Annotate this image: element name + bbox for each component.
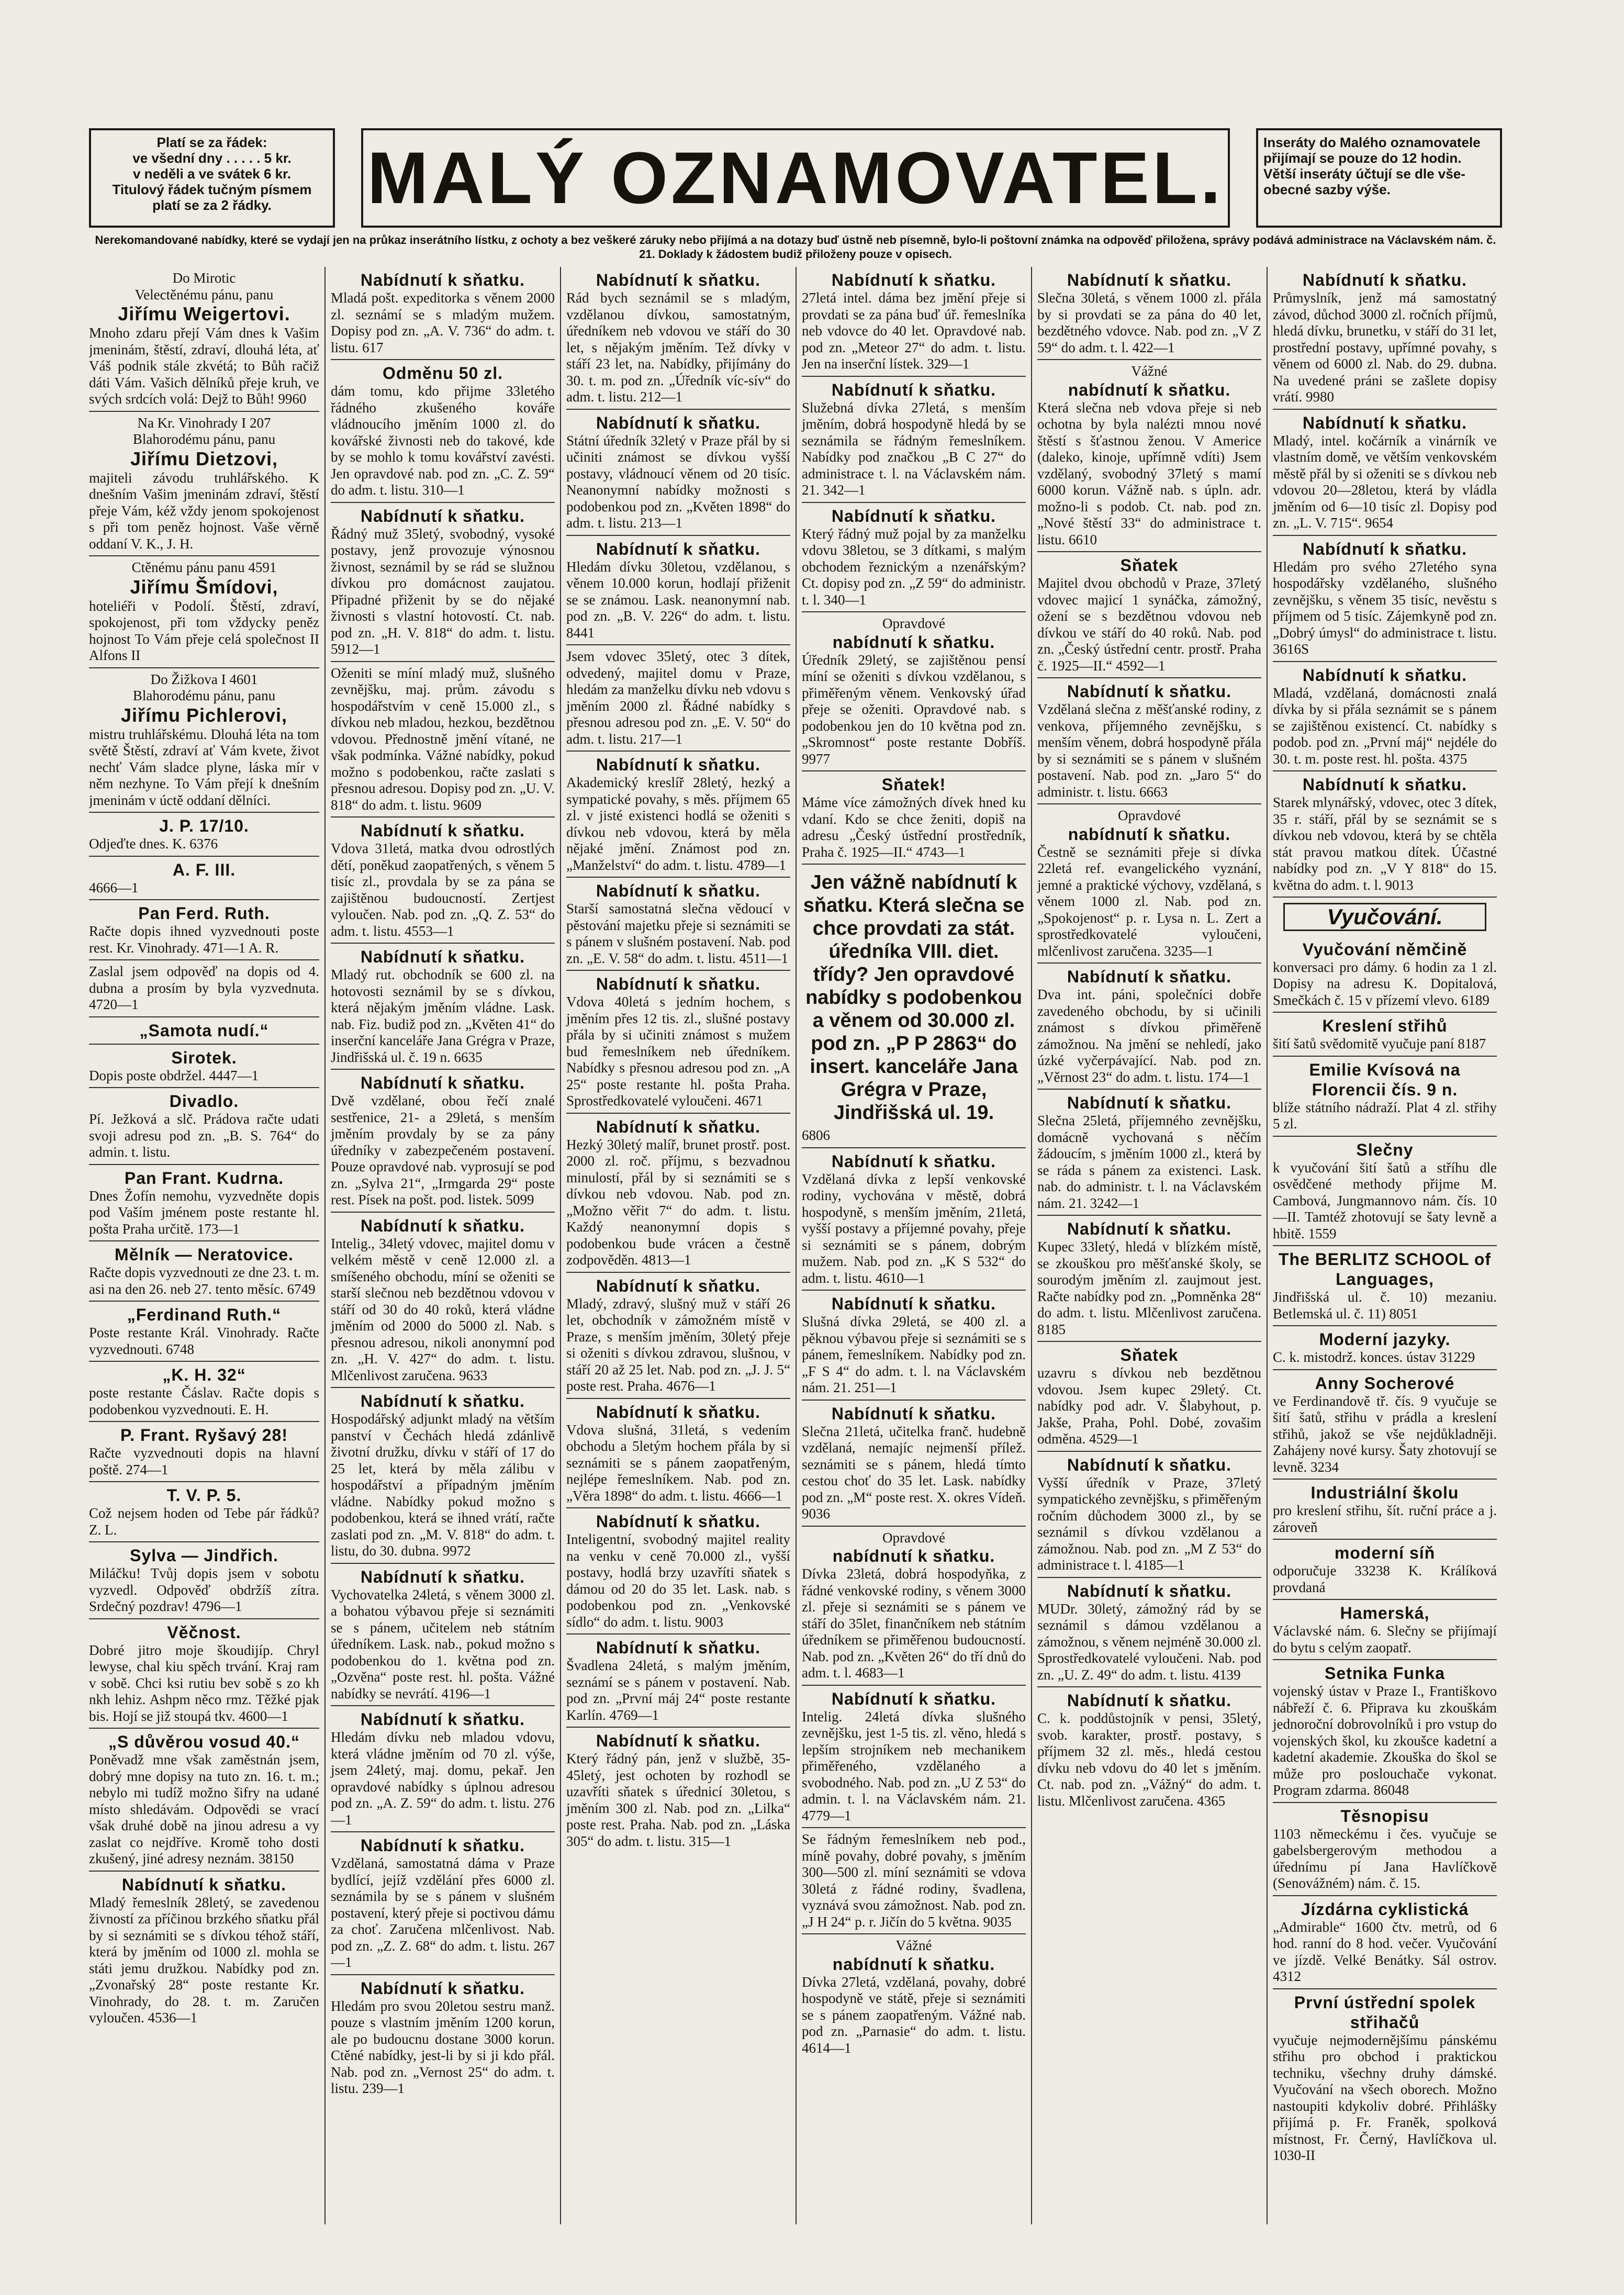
ad-body: Intelig., 34letý vdovec, majitel domu v velkém městě v ceně 12.000 zl. a smíšeného obchodu, míní se oženiti se starší slečnou neb bezdětnou vdovou v stáří od 30 do 40 roků, která vládne jměním od 2000 do 5000 zl. Nab. s přesnou adresou, nikoli anonymní pod zn. „H. V. 427“ do adm. t. listu. Mlčenlivost zaručena. 9633 — [331, 1235, 555, 1383]
column-4 — [796, 267, 1031, 2224]
classified-ad — [331, 1706, 555, 1832]
classified-ad — [802, 377, 1026, 503]
ad-body: Inteligentní, svobodný majitel reality na venku v ceně 70.000 zl., vyšší postavy, hodlá brzy uzavříti sňatek s dámou od 20 do 35 let. Lask. nab. s podobenkou pod zn. „Venkovské sídlo“ do adm. t. listu. 9003 — [566, 1531, 790, 1630]
ad-body: dám tomu, kdo přijme 33letého řádného zkušeného kováře vládnoucího jměním 1000 zl. do kovářské živnosti neb do takové, kde by se mohlo k tomu kovářství zavésti. Jen opravdové nab. pod zn. „C. Z. 59“ do adm. t. listu. 310—1 — [331, 383, 555, 498]
ad-heading: Nabídnutí k sňatku. — [1067, 967, 1232, 986]
classified-ad — [1273, 1057, 1497, 1137]
ad-body: Račte dopis vyzvednouti ze dne 23. t. m. asi na den 26. neb 27. tento měsíc. 6749 — [89, 1264, 319, 1297]
ad-heading: Nabídnutí k sňatku. — [831, 1151, 996, 1171]
ad-body: Starší samostatná slečna vědoucí v pěstování majetku přeje si seznámiti se s pánem v slušném postavení. Nab. pod zn. „E. V. 58“ do adm. t. listu. 4511—1 — [566, 901, 790, 966]
classified-ad — [1273, 1326, 1497, 1370]
column-1 — [89, 267, 324, 2224]
classified-ad — [802, 1828, 1026, 1934]
ad-heading: nabídnutí k sňatku. — [832, 1954, 995, 1974]
ad-heading: Kreslení střihů — [1322, 1016, 1448, 1035]
ad-heading: Nabídnutí k sňatku. — [596, 755, 761, 774]
ad-body: Račte dopis ihned vyzvednouti poste rest. Kr. Vinohrady. 471—1 A. R. — [89, 923, 319, 956]
classified-ad — [802, 612, 1026, 771]
ad-body: Poněvadž mne však zaměstnán jsem, dobrý mne dopisy na tuto zn. 16. t. m.; nebylo mi tudíž možno šifry na udané místo shledávám. Odpovědi se vrací však druhé době na jinou adresu a vy zaslat co nejdříve. Kromě toho dosti zkušený, jiné adresy neznám. 38150 — [89, 1752, 319, 1866]
classified-ad — [1273, 1803, 1497, 1896]
classified-ad — [566, 1273, 790, 1399]
ad-heading: Sňatek! — [881, 775, 946, 794]
ad-body: Se řádným řemeslníkem neb pod., míně povahy, dobré povahy, s jměním 300—500 zl. míní seznámiti se vdova 30letá z řádné rodiny, švadlena, vyznává svou zámožnost. Nab. pod zn. „J H 24“ p. r. Jičín do 5 května. 9035 — [802, 1831, 1026, 1930]
ad-heading: Nabídnutí k sňatku. — [1067, 1219, 1232, 1238]
ad-heading: Anny Socherové — [1315, 1373, 1455, 1393]
ad-body: 27letá intel. dáma bez jmění přeje si provdati se za pána buď úř. řemeslníka neb vdovce do 40 let. Opravdové nab. pod zn. „Meteor 27“ do adm. t. listu. Jen na inserční lístek. 329—1 — [802, 290, 1026, 372]
ad-heading: Nabídnutí k sňatku. — [1067, 1093, 1232, 1112]
ad-heading: Pan Frant. Kudrna. — [124, 1168, 284, 1188]
ad-body: Poste restante Král. Vinohrady. Račte vyzvednouti. 6748 — [89, 1325, 319, 1357]
classified-ad — [802, 1291, 1026, 1401]
ad-body: Úředník 29letý, se zajištěnou pensí míní se oženiti s dívkou vzdělanou, s přiměřeným věnem. Venkovský úřad přeje se oženiti. Opravdové nab. s podobenkou jen do 10 května pod zn. „Skromnost“ poste restante Dobříš. 9977 — [802, 652, 1026, 767]
ad-body: Švadlena 24letá, s malým jměním, seznámí se s pánem v postavení. Nab. pod zn. „První máj 24“ poste restante Karlín. 4769—1 — [566, 1658, 790, 1723]
ad-feature-text: Jen vážně nabídnutí k sňatku. Která slečna se chce provdati za stát. úředníka VIII. diet. třídy? Jen opravdové nabídky s podobenkou a věnem od 30.000 zl. pod zn. „P P 2863“ do insert. kanceláře Jana Grégra v Praze, Jindřišská ul. 19. — [803, 871, 1025, 1124]
classified-ad — [1273, 1013, 1497, 1057]
ad-body: Mladý řemeslník 28letý, se zavedenou živností za příčinou brzkého sňatku přál by si seznámiti se s dívkou téhož stáří, která by jměním od 1000 zl. mohla se státi jemu družkou. Nabídky pod zn. „Zvonařský 28“ poste restante Kr. Vinohrady, do 28. t. m. Zaručen vyloučen. 4536—1 — [89, 1894, 319, 2025]
classified-ad — [566, 1728, 790, 1853]
ad-heading: Nabídnutí k sňatku. — [596, 1117, 761, 1136]
ad-heading: Nabídnutí k sňatku. — [831, 1404, 996, 1423]
classified-ad — [89, 857, 319, 901]
ad-heading: Těsnopisu — [1340, 1806, 1429, 1826]
ad-body: Který řádný muž pojal by za manželku vdovu 38letou, se 3 dítkami, s malým obchodem řeznickým a nzenářským? Ct. dopisy pod zn. „Z 59“ do administr. t. l. 340—1 — [802, 525, 1026, 608]
ad-heading: „S důvěrou vosud 40.“ — [108, 1732, 300, 1751]
ad-heading: Nabídnutí k sňatku. — [360, 1073, 525, 1092]
ad-body: Vdova 40letá s jedním hochem, s jměním přes 12 tis. zl., slušné postavy přála by si učiniti známost s mužem bud řemeslníkem neb úředníkem. Nabídky s přesnou adresou pod zn. „A 25“ poste restante hl. pošta Praha. Sprostředkovatelé vyloučeni. 4671 — [566, 994, 790, 1109]
ad-body: „Admirable“ 1600 čtv. metrů, od 6 hod. ranní do 8 hod. večer. Vyučování ve jízdě. Velké Benátky. Sál ostrov. 4312 — [1273, 1919, 1497, 1984]
ad-body: 6806 — [802, 1127, 830, 1143]
ad-body: Což nejsem hoden od Tebe pár řádků? Z. L. — [89, 1505, 319, 1538]
ad-body: Máme více zámožných dívek hned ku vdaní. Kdo se chce ženiti, dopiš na adresu „Český ústřední prostředník, Praha č. 1925—II.“ 4743—1 — [802, 794, 1026, 860]
ad-body: Vyšší úředník v Praze, 37letý sympatického zevnějšku, s přiměřeným ročním důchodem 3000 zl., by se seznámil s dívkou vzdělanou a zámožnou. Nab. pod zn. „M Z 53“ do administrace t. l. 4185—1 — [1037, 1474, 1261, 1573]
ad-heading: Nabídnutí k sňatku. — [1302, 775, 1468, 794]
ad-body: Čestně se seznámiti přeje si dívka 22letá ref. evangelického vyznání, jemné a praktické výchovy, vzdělaná, s věnem 1000 zl. Nab. pod zn. „Spokojenost“ p. r. Lysa n. L. Zert a sprostředkovatelé vyloučeni, mlčenlivost zaručena. 3235—1 — [1037, 844, 1261, 959]
ad-body: Dívka 23letá, dobrá hospodyňka, z řádné venkovské rodiny, s věnem 3000 zl. přeje si seznámiti se s pánem ve stáří do 35let, finančníkem neb státním úředníkem se přiměřenou budoucností. Nab. pod zn. „Květen 26“ do tří dnů do adm. t. l. 4683—1 — [802, 1566, 1026, 1681]
classified-ad — [89, 1729, 319, 1872]
ad-body: Václavské nám. 6. Slečny se přijímají do bytu s celým zaopatř. — [1273, 1623, 1497, 1655]
classified-ad — [1273, 1540, 1497, 1600]
ad-heading: Nabídnutí k sňatku. — [1302, 539, 1468, 558]
ad-body: 1103 německému i čes. vyučuje se gabelsbergerovým methodou a úřednímu pí Jana Havlíčkově (Senovážném) nám. č. 15. — [1273, 1826, 1497, 1891]
ad-heading: Nabídnutí k sňatku. — [831, 380, 996, 399]
ad-body: Vdova 31letá, matka dvou odrostlých dětí, poněkud zaopatřených, s věnem 5 tisíc zl., provdala by se za pána se zajištěnou budoucností. Zertjest vyloučen. Nab. pod zn. „Q. Z. 53“ do adm. t. listu. 4553—1 — [331, 841, 555, 939]
classified-ad — [1273, 662, 1497, 772]
ad-body: Oženiti se míní mladý muž, slušného zevnějšku, maj. prům. závodu s hospodářstvím v ceně 15.000 zl., s dívkou neb mladou, hezkou, bezdětnou vdovou. Přednostně jmění vítané, ne však podmínka. Vážné nabídky, pokud možno s podobenkou, račte zaslati s přesnou adresou. Dopisy pod zn. „U. V. 818“ do adm. t. listu. 9609 — [331, 665, 555, 813]
ad-preface: Do Mirotic Velectěnému pánu, panu — [135, 270, 274, 303]
classified-ad — [1037, 1342, 1261, 1452]
classified-ad — [89, 1088, 319, 1165]
classified-ad — [331, 818, 555, 944]
ad-heading: Sylva — Jindřich. — [130, 1546, 278, 1565]
classified-ad — [802, 865, 1026, 1148]
ad-heading: Nabídnutí k sňatku. — [596, 1731, 761, 1750]
classified-ad — [89, 556, 319, 668]
ad-preface: Vážné — [1131, 363, 1168, 379]
ad-body: Odjeďte dnes. K. 6376 — [89, 836, 218, 852]
ad-body: Vychovatelka 24letá, s věnem 3000 zl. a bohatou výbavou přeje si seznámiti se s pánem, učitelem neb státním úředníkem. Lask. nab., pokud možno s podobenkou do 1. května pod zn. „Ozvěna“ poste rest. hl. pošta. Vážné nabídky se nevrátí. 4196—1 — [331, 1586, 555, 1701]
column-3 — [560, 267, 796, 2224]
ad-heading: Nabídnutí k sňatku. — [1067, 682, 1232, 701]
ad-heading: Nabídnutí k sňatku. — [596, 1638, 761, 1657]
classified-ad — [802, 771, 1026, 865]
ad-name-heading: Jiřímu Weigertovi. — [118, 303, 290, 324]
ad-name-heading: Jiřímu Pichlerovi, — [120, 704, 288, 726]
ad-heading: Nabídnutí k sňatku. — [360, 1392, 525, 1410]
ad-heading: Hamerská, — [1340, 1604, 1430, 1622]
column-6 — [1267, 267, 1502, 2224]
ad-heading: moderní síň — [1334, 1543, 1436, 1562]
ad-body: Rád bych seznámil se s mladým, vzdělanou dívkou, samostatným, úředníkem neb vdovou ve stáří do 30 let, s nějakým jměním. Tež dívky v stáří 23 let, na. Nabídky, přijímány do 30. t. m. pod zn. „Úředník víc-sív“ do adm. t. listu. 212—1 — [566, 290, 790, 405]
ad-body: Řádný muž 35letý, svobodný, vysoké postavy, jenž provozuje výnosnou živnost, seznámil by se rád se služnou dívkou pro domácnost zaujatou. Připadné přiženit by se do nějaké živnosti s vlastní hotovostí. Ct. nab. pod zn. „H. V. 818“ do adm. t. listu. 5912—1 — [331, 525, 555, 657]
ad-body: Slečna 30letá, s věnem 1000 zl. přála by si provdati se za pána do 40 let, bezdětného vdovce. Nab. pod zn. „V Z 59“ do adm. t. l. 422—1 — [1037, 290, 1261, 355]
classified-ad — [89, 1542, 319, 1619]
ad-heading: Nabídnutí k sňatku. — [1302, 665, 1468, 685]
classified-ad — [89, 1165, 319, 1242]
ad-body: poste restante Čáslav. Račte dopis s podobenkou vyzvednouti. E. H. — [89, 1385, 319, 1417]
classified-ad — [1037, 552, 1261, 678]
ad-body: Mladý, zdravý, slušný muž v stáří 26 let, obchodník v zámožném místě v Praze, s menším jměním, 30letý přeje si oženiti s dívkou zdravou, slušnou, v stáří 20 až 25 let. Nab. pod zn. „J. J. 5“ poste rest. Praha. 4676—1 — [566, 1295, 790, 1394]
classified-ad — [566, 878, 790, 971]
ad-heading: Sňatek — [1120, 1346, 1179, 1364]
classified-ad — [1037, 1578, 1261, 1688]
ad-body: uzavru s dívkou neb bezdětnou vdovou. Jsem kupec 29letý. Ct. nabídky pod adr. V. Šlabyhout, p. Jakše, Praha, Pohl. Dobé, zovašim odměna. 4529—1 — [1037, 1365, 1261, 1447]
ad-heading: Mělník — Neratovice. — [115, 1245, 294, 1264]
ad-body: mistru truhlářskému. Dlouhá léta na tom světě Štěstí, zdraví ať Vám kvete, život nechť Vám sladce plyne, láska mír v něm nezhyne. To Vám přejí k dnešním jmeninám v úctě oddaní dělníci. — [89, 726, 319, 808]
classified-ad — [1273, 1137, 1497, 1247]
ad-heading: Nabídnutí k sňatku. — [596, 539, 761, 558]
ad-heading: Odměnu 50 zl. — [383, 364, 503, 383]
ad-body: ve Ferdinandově tř. čís. 9 vyučuje se šití šatů, střihu v prádla a kreslení střihů, jakož se vše nejdůkladněji. Zahájeny nové kursy. Šaty zhotovují se levně. 3234 — [1273, 1393, 1497, 1475]
ad-body: C. k. mistodrž. konces. ústav 31229 — [1273, 1349, 1475, 1365]
ad-heading: Emilie Kvísová na Florencii čís. 9 n. — [1309, 1060, 1461, 1099]
ad-body: Vdova slušná, 31letá, s vedením obchodu a 5letým hochem přála by si seznámiti se s pánem zaopatřeným, nejlépe řemeslníkem. Nab. pod zn. „Věra 1898“ do adm. t. listu. 4666—1 — [566, 1421, 790, 1504]
classified-ad — [1273, 936, 1497, 1013]
classified-ad — [89, 813, 319, 857]
ad-body: Mladá, vzdělaná, domácnosti znalá dívka by si přála seznámit se s pánem se zajištěnou existencí. Ct. nabídky s podob. pod zn. „První máj“ nejdéle do 30. t. m. poste rest. hl. pošta. 4375 — [1273, 685, 1497, 767]
ad-body: Hledám pro svého 27letého syna hospodářsky vzdělaného, slušného zevnějšku, s věnem 35 tisíc, nevěstu s příjmem od 5 tisíc. Zájemkyně pod zn. „Dobrý úmysl“ do administrace t. listu. 3616S — [1273, 558, 1497, 657]
ad-body: hoteliéři v Podolí. Štěstí, zdraví, spokojenost, při tom vždycky peněz hojnost To Vám přeje celá společnost II Alfons II — [89, 598, 319, 663]
ad-heading: Nabídnutí k sňatku. — [360, 271, 525, 289]
ad-heading: Nabídnutí k sňatku. — [831, 1689, 996, 1708]
ad-body: Dobré jitro moje škoudijíp. Chryl lewyse, chal kiu spěch trvání. Kraj ram v sobě. Chci ksi rutiu bev sobě s zo kh nkh lehiz. Ashpm něco rmz. Těžké pjak bis. Hojí se již stoupá tkv. 4600—1 — [89, 1642, 319, 1724]
classified-ad — [1037, 678, 1261, 804]
ad-body: majiteli závodu truhlářského. K dnešním Vašim jmeninám zdraví, štěstí přeje Vám, kéž vždy jenom spokojenost s při tom peněz hojnost. Vaše věrně oddaní V. K., J. H. — [89, 469, 319, 552]
ad-body: konversaci pro dámy. 6 hodin za 1 zl. Dopisy na adresu K. Dopitalová, Smečkách č. 15 v přízemí vlevo. 6189 — [1273, 959, 1497, 1008]
ad-body: Hledám dívku 30letou, vzdělanou, s věnem 10.000 korun, hodlají přiženit se se známou. Lask. neanonymní nab. pod zn. „B. V. 226“ do adm. t. listu. 8441 — [566, 558, 790, 641]
ad-body: C. k. poddůstojník v pensi, 35letý, svob. karakter, prostř. postavy, s příjmem 32 zl. měs., hledá cestou dívku neb vdovu do 40 let s jměním. Ct. nab. pod zn. „Vážný“ do adm. t. listu. Mlčenlivost zaručena. 4365 — [1037, 1710, 1261, 1809]
ad-heading: Vyučování němčině — [1302, 939, 1468, 959]
ad-name-heading: Jiřímu Dietzovi, — [130, 447, 278, 469]
ad-body: Starek mlynářský, vdovec, otec 3 dítek, 35 r. stáří, přál by se seznámit se s dívkou neb vdovou, která by se chtěla stát pravou matkou dítek. Účastné nabídky pod zn. „V Y 818“ do 15. května do adm. t. l. 9013 — [1273, 794, 1497, 893]
ad-heading: „Ferdinand Ruth.“ — [127, 1305, 282, 1324]
ad-body: Jsem vdovec 35letý, otec 3 dítek, odvedený, majitel domu v Praze, hledám za manželku dívku neb vdovu s jměním 2000 zl. Řádné nabídky s přesnou adresou pod zn. „E. V. 50“ do adm. t. listu. 217—1 — [566, 648, 790, 747]
ad-body: Dívka 27letá, vzdělaná, povahy, dobré hospodyně ve státě, přeje si seznámiti se s pánem zaopatřeným. Vážné nab. pod zn. „Parnasie“ do adm. t. listu. 4614—1 — [802, 1974, 1026, 2056]
section-heading: Vyučování. — [1283, 903, 1486, 931]
classified-ad — [566, 1399, 790, 1509]
classified-ad — [89, 1619, 319, 1729]
columns — [89, 267, 1502, 2224]
classified-ad — [331, 360, 555, 503]
ad-heading: Moderní jazyky. — [1319, 1330, 1451, 1349]
ad-body: Intelig. 24letá dívka slušného zevnějšku, jest 1-5 tis. zl. věno, hledá s lepším strojníkem neb mechanikem přiměřeného, vzdělaného a svobodného. Nab. pod zn. „U Z 53“ do admin. t. l. na Václavském nám. 21. 4779—1 — [802, 1708, 1026, 1823]
ad-body: Mladý, intel. kočárník a vinárník ve vlastním domě, ve větším venkovském městě přál by si oženiti se s dívkou neb vdovou 20—28letou, která by vládla jměním od 6—10 tisíc zl. Dopisy pod zn. „L. V. 715“. 9654 — [1273, 432, 1497, 531]
classified-ad — [89, 1872, 319, 2030]
classified-ad — [1273, 1600, 1497, 1660]
classified-ad — [1273, 410, 1497, 536]
ad-body: Hezký 30letý malíř, brunet prostř. post. 2000 zl. roč. příjmu, s bezvadnou minulostí, přál by si seznámiti se s dívkou neb vdovou. Nab. pod zn. „Možno věřit 7“ do adm. t. listu. Každý neanonymní dopis s podobenkou bude vrácen a čestně zodpověděn. 4813—1 — [566, 1136, 790, 1268]
classified-ad — [566, 536, 790, 646]
ad-heading: Nabídnutí k sňatku. — [360, 1978, 525, 1998]
classified-ad — [331, 267, 555, 360]
classified-ad — [1273, 1246, 1497, 1326]
ad-body: vyučuje nejmodernějšímu pánskému střihu pro obchod i praktickou techniku, všechny druhy dámské. Vyučování na všech oborech. Možno nastoupiti kdykoliv dobré. Přihlášky přijímá p. Fr. Franěk, spolková místnost, Fr. Černý, Havlíčkova ul. 1030-II — [1273, 2032, 1497, 2163]
classified-ad — [1273, 1660, 1497, 1803]
classified-ad — [566, 1114, 790, 1273]
ad-heading: Nabídnutí k sňatku. — [596, 413, 761, 432]
classified-ad — [802, 1401, 1026, 1527]
ad-heading: Nabídnutí k sňatku. — [831, 271, 996, 289]
classified-ad — [1037, 267, 1261, 360]
ad-preface: Vážné — [895, 1938, 932, 1953]
ad-heading: Jízdárna cyklistická — [1301, 1899, 1469, 1919]
ad-heading: Sirotek. — [171, 1048, 237, 1067]
ad-heading: První ústřední spolek střihačů — [1294, 1992, 1476, 2032]
ad-name-heading: Jiřímu Šmídovi, — [130, 576, 278, 598]
ad-heading: The BERLITZ SCHOOL of Languages, — [1278, 1250, 1492, 1289]
classified-ad — [331, 1388, 555, 1564]
classified-ad — [1037, 804, 1261, 964]
ad-body: Dnes Žofín nemohu, vyzvedněte dopis pod Vaším jménem poste restante hl. pošta Praha určitě. 173—1 — [89, 1188, 319, 1237]
classified-ad — [331, 1832, 555, 1975]
ad-heading: Nabídnutí k sňatku. — [1067, 1455, 1232, 1474]
classified-ad — [89, 900, 319, 960]
classified-ad — [1037, 1216, 1261, 1342]
ad-body: Hledám dívku neb mladou vdovu, která vládne jměním od 70 zl. výše, jsem 24letý, maj. domu, pekař. Jen opravdové nabídky s úplnou adresou pod zn. „A. Z. 59“ do adm. t. listu. 276—1 — [331, 1729, 555, 1828]
classified-ad — [89, 1302, 319, 1362]
ad-heading: Nabídnutí k sňatku. — [360, 1710, 525, 1729]
classified-ad — [1273, 1370, 1497, 1480]
ad-preface: Opravdové — [882, 1529, 945, 1546]
classified-ad — [802, 1934, 1026, 2059]
ad-body: MUDr. 30letý, zámožný rád by se seznámil s dámou vzdělanou a zámožnou, s věnem nejméně 30.000 zl. Sprostředkovatelé vyloučeni. Nab. pod zn. „U. Z. 49“ do adm. t. listu. 4139 — [1037, 1600, 1261, 1683]
ad-heading: Industriální školu — [1311, 1483, 1459, 1502]
classified-ad — [566, 410, 790, 536]
page-title: MALÝ OZNAMOVATEL. — [361, 128, 1230, 228]
ad-body: Vzdělaná slečna z měšťanské rodiny, z venkova, příjemného zevnějšku, s menším věnem, dobrá hospodyně přála by si seznámiti se s pánem v slušném postavení. Nab. pod zn. „Jaro 5“ do administr. t. listu. 6663 — [1037, 701, 1261, 800]
ad-heading: nabídnutí k sňatku. — [1068, 380, 1231, 399]
ad-body: Mladá pošt. expeditorka s věnem 2000 zl. seznámí se s mladým mužem. Dopisy pod zn. „A. V. 736“ do adm. t. listu. 617 — [331, 290, 555, 355]
ad-heading: Nabídnutí k sňatku. — [831, 506, 996, 525]
ad-heading: Nabídnutí k sňatku. — [1067, 1581, 1232, 1600]
classified-ad — [802, 1527, 1026, 1686]
ad-heading: J. P. 17/10. — [159, 816, 249, 835]
ad-heading: Nabídnutí k sňatku. — [1302, 271, 1468, 289]
ad-heading: Nabídnutí k sňatku. — [360, 506, 525, 525]
classified-ad — [566, 1508, 790, 1635]
ad-heading: Setnika Funka — [1325, 1664, 1445, 1683]
ad-body: blíže státního nádraží. Plat 4 zl. střihy 5 zl. — [1273, 1099, 1497, 1132]
ad-body: Dvě vzdělané, obou řečí znalé sestřenice, 21- a 29letá, s menším jměním provdaly by se za pány úředníky v zabezpečeném postavení. Pouze opravdové nab. vyprosují se pod zn. „Sylva 21“, „Irmgarda 29“ poste rest. Písek na pošt. pod. listek. 5099 — [331, 1093, 555, 1207]
ad-body: Zaslal jsem odpověď na dopis od 4. dubna a prosím by byla vyzvednuta. 4720—1 — [89, 964, 319, 1012]
ad-body: Hledám pro svou 20letou sestru manž. pouze s vlastním jměním 1200 korun, ale po budoucnu dostane 3000 korun. Ctěné nabídky, jest-li by si ji kdo přál. Nab. pod zn. „Vernost 25“ do adm. t. listu. 239—1 — [331, 1998, 555, 2096]
classified-ad — [89, 267, 319, 412]
ad-heading: nabídnutí k sňatku. — [1068, 824, 1231, 844]
masthead — [89, 128, 1502, 261]
ad-heading: Nabídnutí k sňatku. — [1067, 271, 1232, 289]
classified-ad — [89, 1045, 319, 1089]
classified-ad — [566, 267, 790, 410]
ad-heading: T. V. P. 5. — [166, 1486, 242, 1505]
ad-preface: Opravdové — [882, 615, 945, 631]
newspaper-page — [89, 120, 1502, 2230]
ad-body: Slušná dívka 29letá, se 400 zl. a pěknou výbavou přeje si seznámiti se s pánem, řemeslníkem. Nabídky pod zn. „F S 4“ do adm. t. l. na Václavském nám. 21. 251—1 — [802, 1314, 1026, 1395]
classified-ad — [1273, 267, 1497, 410]
classified-ad — [331, 1564, 555, 1707]
ad-body: Slečna 21letá, učitelka franč. hudebně vzdělaná, nemajíc nejmenší přílež. seznámiti se s pánem, hledá tímto cestou choť do 35 let. Lask. nabídky pod zn. „M“ poste rest. X. okres Vídeň. 9036 — [802, 1423, 1026, 1521]
ad-preface: Do Žižkova I 4601 Blahorodému pánu, panu — [132, 671, 276, 703]
classified-ad — [331, 1975, 555, 2100]
classified-ad — [1037, 1090, 1261, 1216]
ad-heading: Nabídnutí k sňatku. — [596, 1276, 761, 1295]
ad-body: Račte vyzvednouti dopis na hlavní poště. 274—1 — [89, 1445, 319, 1477]
ad-body: Vzdělaná dívka z lepší venkovské rodiny, vychována v městě, dobrá hospodyně, s menším jměním, 21letá, vyšší postavy a příjemné povahy, přeje si seznámiti se s pánem, dobrým mužem. Nab. pod zn. „K S 532“ do adm. t. listu. 4610—1 — [802, 1171, 1026, 1286]
classified-ad — [1037, 964, 1261, 1090]
ad-heading: A. F. III. — [172, 860, 236, 879]
ad-heading: P. Frant. Ryšavý 28! — [120, 1426, 288, 1445]
ad-preface: Na Kr. Vinohrady I 207 Blahorodému pánu, panu — [132, 415, 276, 447]
ad-heading: Nabídnutí k sňatku. — [596, 1402, 761, 1421]
ad-heading: Nabídnutí k sňatku. — [121, 1875, 287, 1894]
ad-body: Státní úředník 32letý v Praze přál by si učiniti známost se dívkou vyšší postavy, vládnoucí věnem od 20 tisíc. Neanonymní nabídky možnosti s podobenkou pod zn. „Květen 1898“ do adm. t. listu. 213—1 — [566, 432, 790, 531]
classified-ad — [566, 971, 790, 1114]
classified-ad — [89, 412, 319, 557]
ad-heading: Nabídnutí k sňatku. — [831, 1294, 996, 1313]
ad-body: Která slečna neb vdova přeje si neb ochotna by byla nalézti mnou nové štěstí s šťastnou ženou. V Americe (daleko, kinoje, upřímně vdíti) Jsem vzdělaný, svobodný 37letý s mamí 6000 korun. Vážně nab. s úpln. adr. možno-li s podob. Ct. nab. pod zn. „Nové štěstí 33“ do administrace t. listu. 6610 — [1037, 399, 1261, 547]
ad-heading: Nabídnutí k sňatku. — [360, 1836, 525, 1855]
classified-ad — [89, 668, 319, 813]
ad-preface: Ctěnému pánu panu 4591 — [131, 559, 277, 575]
ad-body: Dva int. páni, společníci dobře zavedeného obchodu, by si učinili známost s dívkou přiměřeně zámožnou. Na jmění se nehledí, jako úzké vyčerpávající. Nab. pod zn. „Věrnost 23“ do adm. t. listu. 174—1 — [1037, 987, 1261, 1085]
ad-body: šití šatů svědomitě vyučuje paní 8187 — [1273, 1036, 1486, 1051]
classified-ad — [566, 752, 790, 878]
ad-body: Jindřišská ul. č. 10) mezaniu. Betlemská ul. č. 11) 8051 — [1273, 1289, 1497, 1322]
ad-body: 4666—1 — [89, 879, 139, 895]
classified-ad — [1037, 1452, 1261, 1578]
classified-ad — [89, 960, 319, 1017]
ad-heading: Sňatek — [1120, 556, 1179, 575]
classified-ad — [89, 1482, 319, 1542]
ad-heading: Věčnost. — [167, 1622, 241, 1642]
ad-body: Dopis poste obdržel. 4447—1 — [89, 1067, 259, 1083]
ad-body: Slečna 25letá, příjemného zevnějšku, domácně vychovaná s něčím žádoucím, s jměním 1000 zl., která by se ráda s pánem za existenci. Lask. nab. do administr. t. l. na Václavském nám. 21. 3242—1 — [1037, 1113, 1261, 1211]
ad-body: Majitel dvou obchodů v Praze, 37letý vdovec majicí 1 synáčka, zámožný, ožení se s bezdětnou vdovou neb dívkou ve stáří do 40 roků. Nab. pod zn. „Český ústřední centr. prostř. Praha č. 1925—II.“ 4592—1 — [1037, 575, 1261, 674]
column-5 — [1031, 267, 1267, 2224]
ad-preface: Opravdové — [1118, 808, 1181, 823]
classified-ad — [331, 1213, 555, 1389]
ad-body: k vyučování šití šatů a stříhu dle osvědčené methody přijme M. Cambová, Jungmannovo nám. čís. 10—II. Tamtéž zhotovují se šaty levně a hbitě. 1559 — [1273, 1159, 1497, 1241]
ad-heading: Slečny — [1356, 1140, 1414, 1159]
ad-heading: Nabídnutí k sňatku. — [360, 947, 525, 966]
ad-body: odporučuje 33238 K. Králíková provdaná — [1273, 1563, 1497, 1595]
classified-ad — [1273, 536, 1497, 662]
ad-heading: Nabídnutí k sňatku. — [596, 1512, 761, 1531]
ad-heading: Nabídnutí k sňatku. — [1302, 413, 1468, 432]
ad-body: vojenský ústav v Praze I., Františkovo nábřeží č. 6. Připrava ku zkouškám jednoroční dobrovolníků i pro vstup do vojenských škol, ku zkoušce kadetní a kadetní akademie. Zkouška do škol se může pro poslouchače vykonat. Program zdarma. 86048 — [1273, 1683, 1497, 1798]
pricing-box: Platí se za řádek: ve všední dny . . . . . 5 kr. v neděli a ve svátek 6 kr. Titulový řádek tučným písmem platí se za 2 řádky. — [89, 128, 335, 228]
ad-body: Vzdělaná, samostatná dáma v Praze bydlící, jejíž vzdělání přes 6000 zl. seznámila by se s pánem v slušném postavení, který přeje si poctivou dámu za choť. Zaručena mlčenlivost. Nab. pod zn. „Z. Z. 68“ do adm. t. listu. 267—1 — [331, 1855, 555, 1970]
ad-heading: Nabídnutí k sňatku. — [360, 821, 525, 840]
classified-ad — [89, 1362, 319, 1422]
column-2 — [324, 267, 560, 2224]
ad-heading: Nabídnutí k sňatku. — [596, 881, 761, 900]
classified-ad — [331, 662, 555, 818]
classified-ad — [331, 944, 555, 1070]
ad-body: Mladý rut. obchodník se 600 zl. na hotovosti seznámil by se s dívkou, která nějakým jměním vládne. Lask. nab. Fiz. budiž pod zn. „Květen 41“ do inserční kanceláře Jana Grégra v Praze, Jindřišská ul. č. 19 n. 6635 — [331, 967, 555, 1065]
masthead-note: Nerekomandované nabídky, které se vydají jen na průkaz inserátního lístku, z ochoty a bez veškeré záruky nebo přijímá a na dotazy buď ústně neb písemně, bylo-li poštovní známka na odpověď přiložena, správy podává administrace na Václavském nám. č. 21. Doklady k žádostem budiž přiloženy pouze v opisech. — [95, 233, 1496, 261]
classified-ad — [802, 1148, 1026, 1291]
classified-ad — [566, 645, 790, 752]
ad-body: pro kreslení střihu, šít. ruční práce a j. zároveň — [1273, 1503, 1497, 1535]
ad-body: Kupec 33letý, hledá v blízkém místě, se zkouškou pro měšťanské školy, se sourodým jměním zl. zaujmout jest. Račte nabídky pod zn. „Pomněnka 28“ do adm. t. listu. Mlčenlivost zaručena. 8185 — [1037, 1239, 1261, 1337]
ad-heading: Pan Ferd. Ruth. — [138, 904, 270, 923]
ad-heading: Nabídnutí k sňatku. — [360, 1567, 525, 1586]
classified-ad — [1273, 771, 1497, 898]
ad-body: Průmyslník, jenž má samostatný závod, důchod 3000 zl. ročních příjmů, hledá dívku, brunetku, v stáří do 31 let, prostřední postavy, upřímné povahy, s věnem od 6000 zl. Nab. do 29. dubna. Na uvedené práni se zašlete dopisy vrátí. 9980 — [1273, 290, 1497, 405]
ad-body: Služebná dívka 27letá, s menším jměním, dobrá hospodyně hledá by se seznámila se řádným řemeslníkem. Nabídky pod značkou „B C 27“ do administrace t. l. na Václavském nám. 21. 342—1 — [802, 399, 1026, 498]
ad-heading: Nabídnutí k sňatku. — [360, 1216, 525, 1235]
ad-heading: Nabídnutí k sňatku. — [1067, 1691, 1232, 1710]
classified-ad — [802, 1686, 1026, 1829]
ad-heading: nabídnutí k sňatku. — [832, 632, 995, 652]
classified-ad — [1037, 1687, 1261, 1812]
ad-heading: Nabídnutí k sňatku. — [596, 975, 761, 993]
ad-body: Hospodářský adjunkt mladý na větším panství v Čechách hledá zdánlivě životní družku, dívku v stáří of 17 do 25 let, která by měla zálibu v hospodářství a případným jměním vládne. Nabídky pokud možno s podobenkou, která se ihned vrátí, račte zaslati pod zn. „M. V. 818“ do adm. t. listu, do 30. dubna. 9972 — [331, 1411, 555, 1559]
classified-ad — [802, 503, 1026, 613]
classified-ad — [331, 1070, 555, 1213]
classified-ad — [89, 1422, 319, 1482]
ad-body: Miláčku! Tvůj dopis jsem v sobotu vyzvedl. Odpověď obdržíš zítra. Srdečný pozdrav! 4796—1 — [89, 1565, 319, 1614]
classified-ad — [1273, 1989, 1497, 2167]
classified-ad — [89, 1241, 319, 1302]
classified-ad — [331, 503, 555, 662]
ad-heading: Divadlo. — [169, 1092, 239, 1111]
ad-heading: nabídnutí k sňatku. — [832, 1547, 995, 1565]
classified-ad — [802, 267, 1026, 377]
classified-ad — [1037, 360, 1261, 552]
classified-ad — [1273, 1896, 1497, 1989]
classified-ad — [1273, 1480, 1497, 1540]
ad-heading: Nabídnutí k sňatku. — [596, 271, 761, 289]
ad-heading: „K. H. 32“ — [162, 1365, 246, 1384]
ad-body: Akademický kreslíř 28letý, hezký a sympatické povahy, s měs. příjmem 65 zl. v jisté existenci hodlá se oženiti s dívkou neb vdovou, která by měla nějaké jmění. Známost pod zn. „Manželství“ do adm. t. listu. 4789—1 — [566, 775, 790, 873]
classified-ad — [566, 1635, 790, 1728]
classified-ad — [89, 1017, 319, 1045]
ad-body: Mnoho zdaru přejí Vám dnes k Vašim jmeninám, štěstí, zdraví, dlouhá léta, ať Váš podnik stále zkvétá; to Bůh račiž dáti Vám. Vašich dělníků přeje kruh, ve svých srdcích volá: Dejž to Bůh! 9960 — [89, 325, 319, 407]
inserts-box: Inseráty do Malého oznamovatele přijímají se pouze do 12 hodin. Větší inseráty účtují se dle vše- obecné sazby výše. — [1256, 128, 1502, 228]
ad-body: Který řádný pán, jenž v službě, 35-45letý, jest ochoten by rozhodl se uzavříti sňatek s úřednicí 30letou, s jměním 300 zl. Nab. pod zn. „Lilka“ poste rest. Praha. Nab. pod zn. „Láska 305“ do adm. t. listu. 315—1 — [566, 1751, 790, 1849]
ad-body: Pí. Ježková a slč. Prádova račte udati svoji adresu pod zn. „B. S. 764“ do admin. t. listu. — [89, 1111, 319, 1160]
ad-heading: „Samota nudí.“ — [139, 1021, 269, 1040]
